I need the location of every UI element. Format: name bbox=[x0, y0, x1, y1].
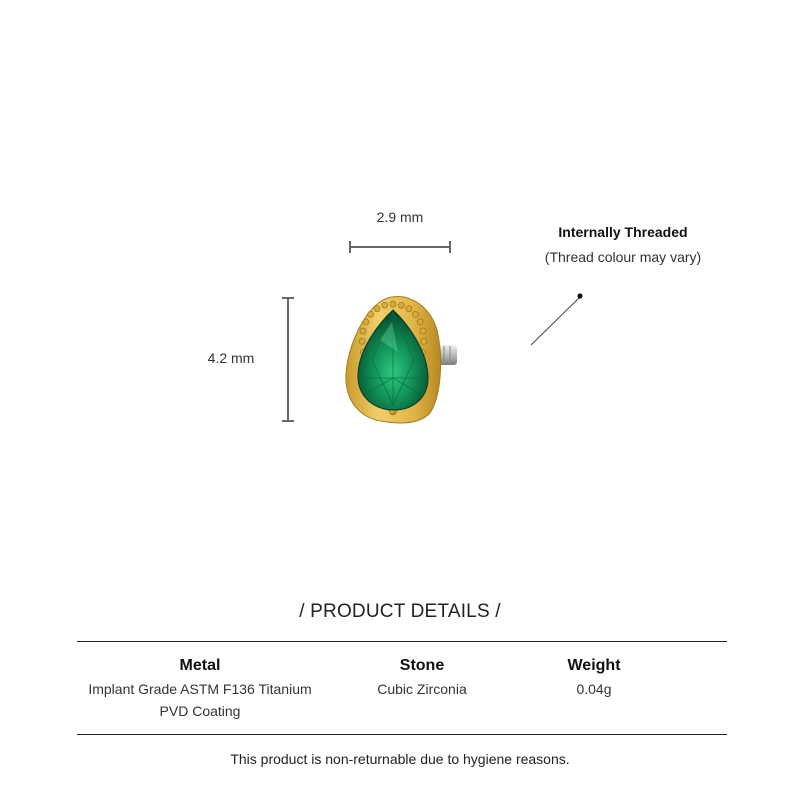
weight-column bbox=[534, 655, 654, 700]
rim-bead bbox=[420, 328, 426, 334]
thread-note: (Thread colour may vary) bbox=[544, 249, 702, 265]
product-details-heading: / PRODUCT DETAILS / bbox=[299, 601, 501, 622]
height-dimension-label: 4.2 mm bbox=[207, 350, 255, 366]
stone-title: Stone bbox=[399, 657, 445, 674]
hygiene-notice: This product is non-returnable due to hygiene reasons. bbox=[230, 751, 570, 767]
stone-column bbox=[322, 655, 522, 700]
thread-title: Internally Threaded bbox=[558, 224, 688, 240]
metal-column bbox=[80, 655, 320, 722]
rim-bead bbox=[390, 301, 396, 307]
thread-leader-line bbox=[531, 293, 583, 345]
rim-bead bbox=[368, 311, 374, 317]
height-dimension-line bbox=[282, 298, 294, 421]
rim-bead bbox=[359, 338, 365, 344]
rim-bead bbox=[421, 338, 427, 344]
width-dimension-line bbox=[350, 241, 450, 253]
metal-title: Metal bbox=[179, 657, 221, 674]
top-divider bbox=[77, 641, 727, 642]
rim-bead bbox=[417, 319, 423, 325]
weight-line: 0.04g bbox=[576, 681, 612, 697]
bottom-divider bbox=[77, 734, 727, 735]
rim-bead bbox=[412, 311, 418, 317]
metal-line: PVD Coating bbox=[159, 703, 241, 719]
rim-bead bbox=[382, 302, 388, 308]
metal-line: Implant Grade ASTM F136 Titanium bbox=[88, 681, 312, 697]
stone-line: Cubic Zirconia bbox=[377, 681, 467, 697]
weight-title: Weight bbox=[567, 657, 621, 674]
rim-bead bbox=[360, 328, 366, 334]
rim-bead bbox=[406, 306, 412, 312]
rim-bead bbox=[398, 302, 404, 308]
rim-bead bbox=[374, 306, 380, 312]
width-dimension-label: 2.9 mm bbox=[376, 209, 424, 225]
rim-bead bbox=[363, 319, 369, 325]
